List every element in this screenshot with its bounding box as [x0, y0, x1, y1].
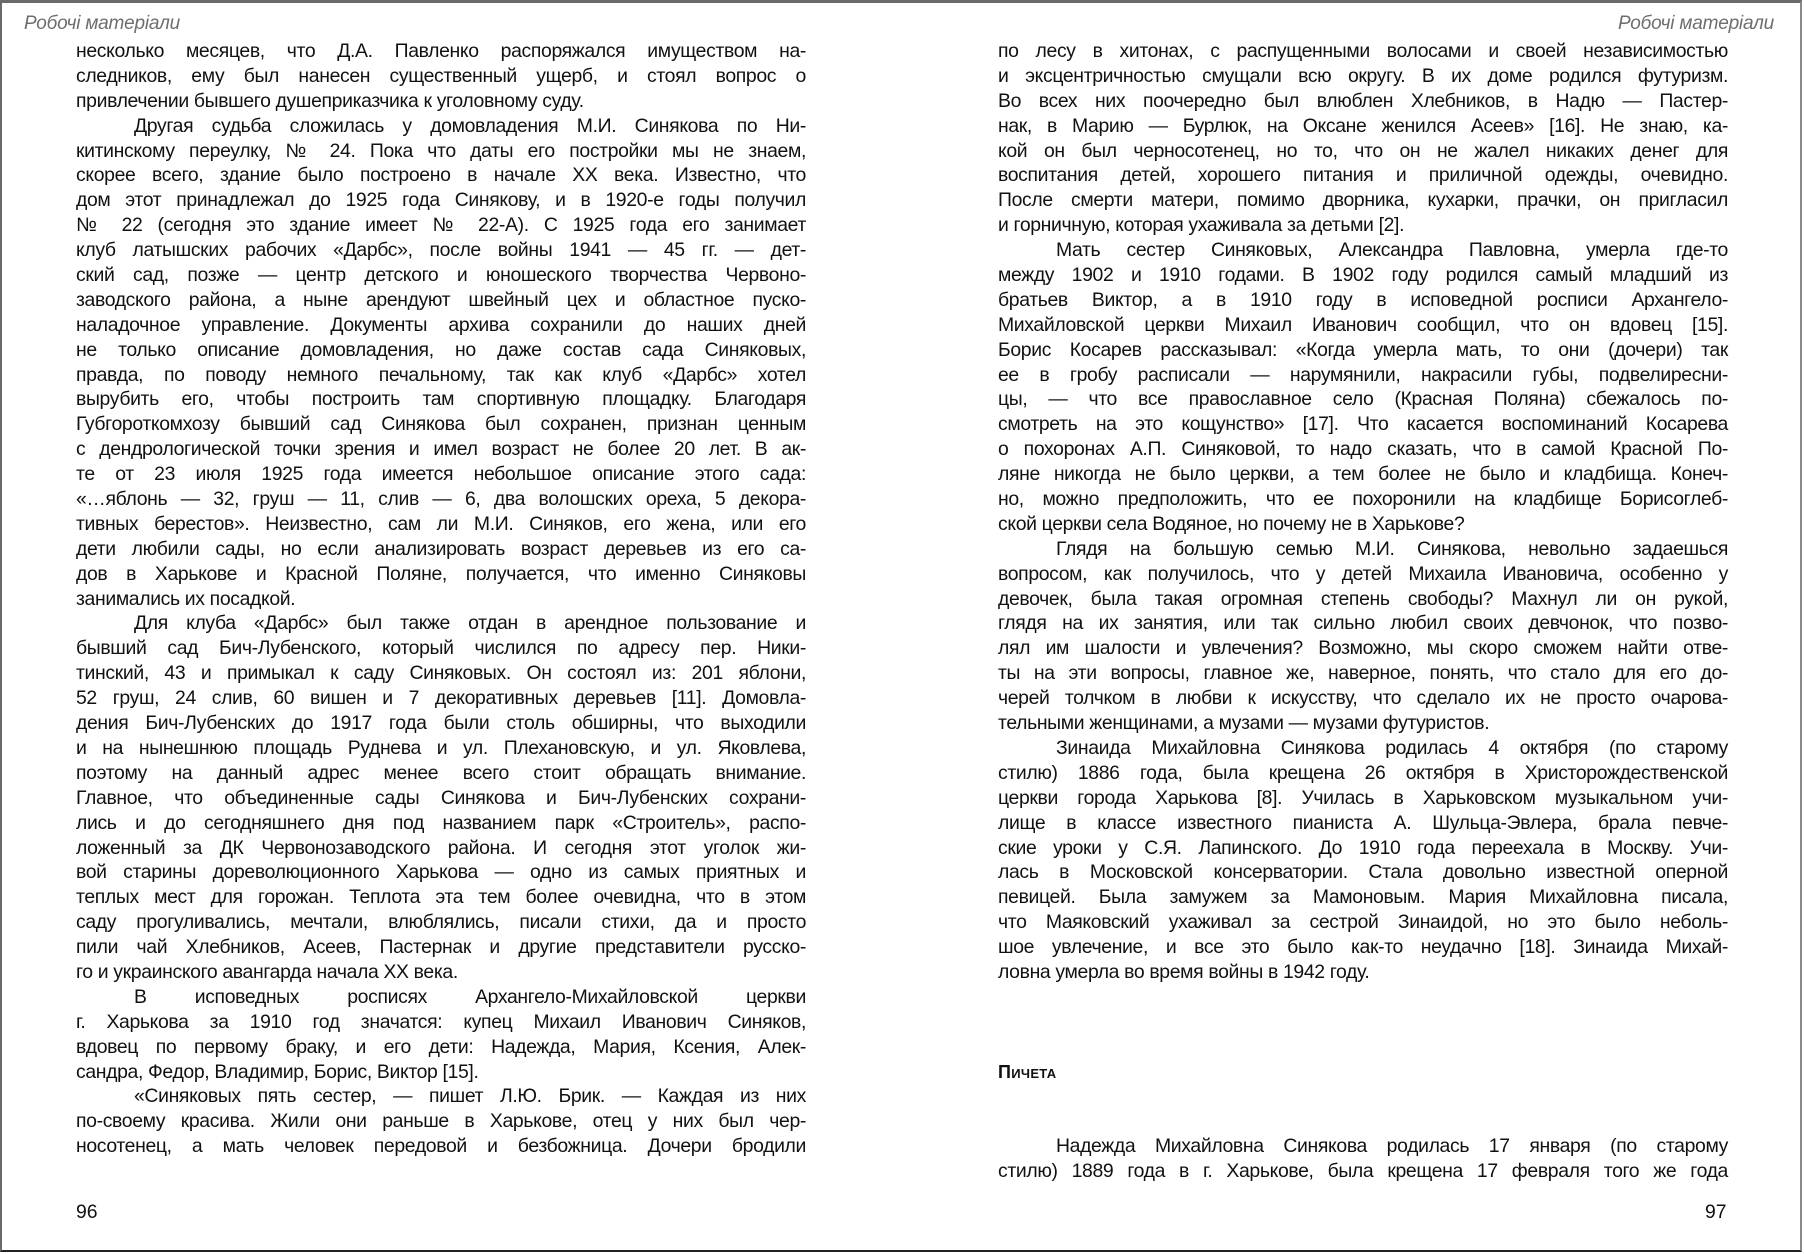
paragraph [76, 611, 806, 984]
text-line: носотенец, а мать человек передовой и безбожница. Дочери бродили [76, 1135, 806, 1158]
text-line: и горничную, которая ухаживала за детьми [2]. [998, 214, 1405, 237]
text-line: клуб латышских рабочих «Дарбс», после войны 1941 — 45 гг. — дет- [76, 239, 806, 262]
paragraph [76, 39, 806, 114]
text-line: г. Харькова за 1910 год значатся: купец Михаил Иванович Синяков, [76, 1010, 806, 1033]
text-line: о похоронах А.П. Синяковой, то надо сказать, что в самой Красной По- [998, 438, 1728, 461]
text-line: наладочное управление. Документы архива сохранили до наших дней [76, 313, 806, 336]
text-line: ские уроки у С.Я. Лапинского. До 1910 года переехала в Москву. Учи- [998, 836, 1728, 859]
left-page-body [76, 39, 806, 1159]
text-line: «…яблонь — 32, груш — 11, слив — 6, два волошских ореха, 5 декора- [76, 488, 806, 511]
text-line: ты на эти вопросы, главное же, наверное, понять, что стало для его до- [998, 662, 1728, 685]
spacer [998, 1109, 1728, 1134]
text-line: вырубить его, чтобы построить там спортивную площадку. Благодаря [76, 388, 806, 411]
text-line: ский сад, позже — центр детского и юношеского творчества Червоно- [76, 264, 806, 287]
text-line: сандра, Федор, Владимир, Борис, Виктор [15]. [76, 1060, 479, 1083]
text-line: дом этот принадлежал до 1925 года Синякову, и в 1920-е годы получил [76, 189, 806, 212]
text-line: № 22 (сегодня это здание имеет № 22-А). С 1925 года его занимает [76, 214, 806, 237]
spacer [998, 1084, 1728, 1109]
running-head-right: Робочі матеріали [1618, 13, 1774, 34]
text-line: стилю) 1889 года в г. Харькове, была крещена 17 февраля того же года [998, 1160, 1728, 1183]
text-line: по лесу в хитонах, с распущенными волосами и своей независимостью [998, 40, 1728, 62]
text-line: Мать сестер Синяковых, Александра Павловна, умерла где-то [1056, 239, 1728, 262]
text-line: 52 груш, 24 слив, 60 вишен и 7 декоративных деревьев [11]. Домовла- [76, 687, 806, 710]
text-line: воспитания детей, хорошего питания и приличной одежды, очевидно. [998, 164, 1728, 187]
text-line: и эксцентричностью смущали всю округу. В их доме родился футуризм. [998, 64, 1728, 87]
text-line: Губгороткомхозу бывший сад Синякова был сохранен, признан ценным [76, 413, 806, 436]
page-number-right: 97 [1705, 1201, 1727, 1223]
text-line: с дендрологической точки зрения и имел возраст не более 20 лет. В ак- [76, 438, 806, 461]
text-line: нак, в Марию — Бурлюк, на Оксане женился Асеев» [16]. Не знаю, ка- [998, 114, 1728, 137]
text-line: Другая судьба сложилась у домовладения М.И. Синякова по Ни- [134, 114, 806, 137]
text-line: девочек, была такая огромная степень свободы? Махнул ли он рукой, [998, 587, 1728, 610]
text-line: бывший сад Бич-Лубенского, который числился по адресу пер. Ники- [76, 637, 806, 660]
text-line: стилю) 1886 года, была крещена 26 октября в Христорождественской [998, 761, 1728, 784]
text-line: дети любили сады, но если анализировать возраст деревьев из его са- [76, 537, 806, 560]
text-line: братьев Виктор, а в 1910 году в исповедной росписи Архангело- [998, 288, 1728, 311]
text-line: не только описание домовладения, но даже состав сада Синяковых, [76, 338, 806, 361]
spacer [998, 1035, 1728, 1060]
text-line: заводского района, а ныне арендуют швейный цех и областное пуско- [76, 288, 806, 311]
text-line: тельными женщинами, а музами — музами футуристов. [998, 712, 1490, 735]
text-line: дов в Харькове и Красной Поляне, получается, что именно Синяковы [76, 562, 806, 585]
page-number-left: 96 [76, 1201, 98, 1223]
section-heading: Пичета [998, 1061, 1057, 1082]
text-line: Зинаида Михайловна Синякова родилась 4 октября (по старому [1056, 736, 1728, 759]
paragraph [998, 1134, 1728, 1184]
text-line: несколько месяцев, что Д.А. Павленко распоряжался имуществом на- [76, 40, 806, 62]
text-line: привлечении бывшего душеприказчика к уголовному суду. [76, 89, 584, 112]
text-line: Главное, что объединенные сады Синякова и Бич-Лубенских сохрани- [76, 786, 806, 809]
text-line: церкви города Харькова [8]. Училась в Харьковском музыкальном учи- [998, 786, 1728, 809]
text-line: После смерти матери, помимо дворника, кухарки, прачки, он пригласил [998, 189, 1728, 212]
paragraph [998, 736, 1728, 985]
text-line: между 1902 и 1910 годами. В 1902 году родился самый младший из [998, 264, 1728, 287]
right-page-body [998, 39, 1728, 1184]
text-line: Глядя на большую семью М.И. Синякова, невольно задаешься [1056, 537, 1728, 560]
paragraph [998, 238, 1728, 537]
text-line: но, можно предположить, что ее похоронили на кладбище Борисоглеб- [998, 488, 1728, 511]
text-line: Для клуба «Дарбс» был также отдан в арендное пользование и [134, 612, 806, 635]
text-line: теплых мест для горожан. Теплота эта тем более очевидна, что в этом [76, 886, 806, 909]
text-line: черей толчком в любви к искусству, что сделало их не просто очарова- [998, 687, 1728, 710]
text-line: Борис Косарев рассказывал: «Когда умерла мать, то они (дочери) так [998, 338, 1728, 361]
text-line: лись и до сегодняшнего дня под названием парк «Строитель», распо- [76, 811, 806, 834]
text-line: следников, ему был нанесен существенный ущерб, и стоял вопрос о [76, 64, 806, 87]
text-line: занимались их посадкой. [76, 587, 296, 610]
text-line: тинский, 43 и примыкал к саду Синяковых. Он состоял из: 201 яблони, [76, 662, 806, 685]
text-line: вдовец по первому браку, и его дети: Надежда, Мария, Ксения, Алек- [76, 1035, 806, 1058]
text-line: «Синяковых пять сестер, — пишет Л.Ю. Брик. — Каждая из них [134, 1085, 806, 1108]
spacer [998, 1010, 1728, 1035]
text-line: В исповедных росписях Архангело-Михайловской церкви [134, 985, 806, 1008]
text-line: китинскому переулку, № 24. Пока что даты его постройки мы не знаем, [76, 139, 806, 162]
text-line: что Маяковский ухаживал за сестрой Зинаидой, но это было неболь- [998, 911, 1728, 934]
text-line: Во всех них поочередно был влюблен Хлебников, в Надю — Пастер- [998, 89, 1728, 112]
paragraph [76, 985, 806, 1085]
text-line: саду прогуливались, мечтали, влюблялись, писали стихи, да и просто [76, 911, 806, 934]
running-head-left: Робочі матеріали [24, 13, 180, 34]
text-line: лась в Московской консерватории. Стала довольно известной оперной [998, 861, 1728, 884]
text-line: ляне никогда не было церкви, а тем более не было и кладбища. Конеч- [998, 463, 1728, 486]
left-page [2, 3, 904, 1250]
text-line: Надежда Михайловна Синякова родилась 17 января (по старому [1056, 1135, 1728, 1158]
text-line: лял им шалости и увлечения? Возможно, мы скоро сможем найти отве- [998, 637, 1728, 660]
paragraph [76, 114, 806, 612]
paragraph [998, 537, 1728, 736]
text-line: тивных берестов». Неизвестно, сам ли М.И. Синяков, его жена, или его [76, 512, 806, 535]
text-line: Михайловской церкви Михаил Иванович сообщил, что он вдовец [15]. [998, 313, 1728, 336]
text-line: смотреть на это кощунство» [17]. Что касается воспоминаний Косарева [998, 413, 1728, 436]
text-line: глядя на их занятия, или так сильно любил своих девчонок, что позво- [998, 612, 1728, 635]
text-line: вопросом, как получилось, что у детей Михаила Ивановича, особенно у [998, 562, 1728, 585]
text-line: вой старины дореволюционного Харькова — одно из самых приятных и [76, 861, 806, 884]
text-line: цы, — что все православное село (Красная Поляна) сбежалось по- [998, 388, 1728, 411]
right-page [904, 3, 1802, 1250]
text-line: скорее всего, здание было построено в начале XX века. Известно, что [76, 164, 806, 187]
text-line: правда, по поводу немного печальному, так как клуб «Дарбс» хотел [76, 363, 806, 386]
paragraph [998, 39, 1728, 238]
paragraph [76, 1084, 806, 1159]
text-line: поэтому на данный адрес менее всего стоит обращать внимание. [76, 761, 806, 784]
text-line: пили чай Хлебников, Асеев, Пастернак и другие представители русско- [76, 936, 806, 959]
text-line: лище в классе известного пианиста А. Шульца-Эвлера, брала певче- [998, 811, 1728, 834]
text-line: ловна умерла во время войны в 1942 году. [998, 960, 1370, 983]
text-line: ской церкви села Водяное, но почему не в Харькове? [998, 512, 1465, 535]
text-line: ложенный за ДК Червонозаводского района. И сегодня этот уголок жи- [76, 836, 806, 859]
text-line: те от 23 июля 1925 года имеется небольшое описание этого сада: [76, 463, 806, 486]
text-line: шое увлечение, и все это было как-то неудачно [18]. Зинаида Михай- [998, 936, 1728, 959]
text-line: и на нынешнюю площадь Руднева и ул. Плехановскую, и ул. Яковлева, [76, 736, 806, 759]
spacer [998, 985, 1728, 1010]
text-line: го и украинского авангарда начала XX века. [76, 960, 458, 983]
text-line: кой он был черносотенец, но то, что он не жалел никаких денег для [998, 139, 1728, 162]
text-line: ее в гробу расписали — нарумянили, накрасили губы, подвелиресни- [998, 363, 1728, 386]
text-line: по-своему красива. Жили они раньше в Харькове, отец у них был чер- [76, 1110, 806, 1133]
text-line: дения Бич-Лубенских до 1917 года были столь обширны, что выходили [76, 712, 806, 735]
text-line: певицей. Была замужем за Мамоновым. Мария Михайловна писала, [998, 886, 1728, 909]
